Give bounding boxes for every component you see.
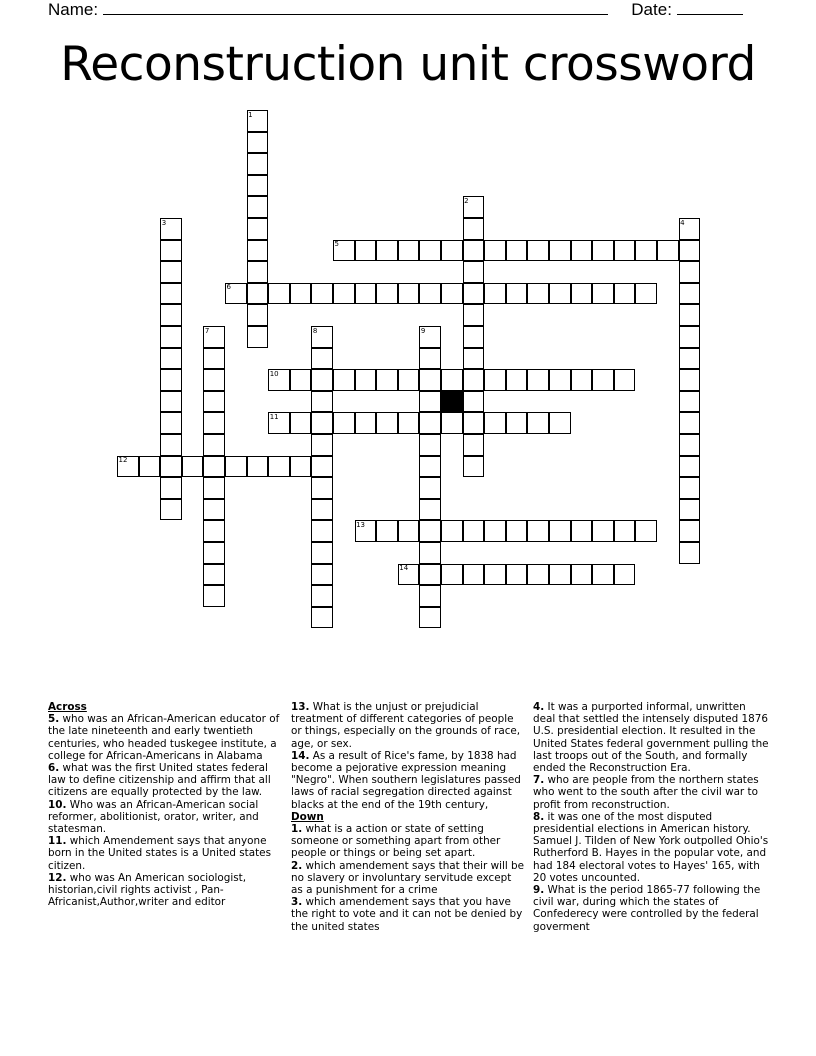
grid-cell[interactable] [614, 564, 636, 586]
grid-cell[interactable] [355, 369, 377, 391]
grid-cell[interactable] [311, 499, 333, 521]
grid-cell[interactable] [419, 391, 441, 413]
grid-cell[interactable] [247, 283, 269, 305]
grid-cell[interactable] [203, 585, 225, 607]
grid-cell[interactable] [398, 283, 420, 305]
grid-cell[interactable] [506, 564, 528, 586]
clue-number: 11 [269, 412, 279, 421]
grid-cell[interactable] [203, 499, 225, 521]
clue-down-8: 8. it was one of the most disputed presidential elections in American history. Samuel J. Tilden of New York outpolled Ohio's Rutherford B. Hayes in the popular vote, and had 184 electoral votes to Hayes' 165, with 20 votes uncounted. [533, 810, 769, 884]
grid-cell[interactable] [679, 283, 701, 305]
grid-cell[interactable] [679, 542, 701, 564]
grid-cell[interactable] [333, 283, 355, 305]
grid-cell[interactable] [463, 434, 485, 456]
grid-cell[interactable] [311, 391, 333, 413]
grid-cell[interactable] [139, 456, 161, 478]
grid-cell[interactable] [225, 456, 247, 478]
grid-cell[interactable] [160, 240, 182, 262]
grid-cell[interactable] [247, 261, 269, 283]
grid-cell[interactable] [463, 412, 485, 434]
clue-number: 6 [226, 283, 231, 292]
clue-across-10: 10. Who was an African-American social reformer, abolitionist, orator, writer, and statesman. [48, 798, 259, 836]
grid-cell[interactable] [679, 240, 701, 262]
grid-cell[interactable] [484, 240, 506, 262]
grid-cell[interactable] [463, 240, 485, 262]
grid-cell[interactable] [506, 240, 528, 262]
grid-cell[interactable] [203, 348, 225, 370]
grid-cell[interactable] [657, 240, 679, 262]
grid-cell[interactable] [527, 240, 549, 262]
grid-cell[interactable] [247, 132, 269, 154]
clue-down-2: 2. which amendement says that their will be no slavery or involuntary servitude except as a punishment for a crime [291, 859, 525, 897]
grid-cell[interactable] [527, 412, 549, 434]
grid-cell[interactable] [247, 196, 269, 218]
grid-cell[interactable] [419, 412, 441, 434]
grid-cell[interactable] [571, 240, 593, 262]
grid-cell[interactable] [311, 369, 333, 391]
grid-cell[interactable] [376, 520, 398, 542]
clue-number: 12 [118, 456, 128, 465]
grid-cell[interactable] [679, 348, 701, 370]
clues-column-1 [48, 701, 282, 908]
grid-cell[interactable] [679, 477, 701, 499]
clue-number: 7 [204, 326, 210, 335]
clue-number: 9 [420, 326, 426, 335]
grid-cell[interactable] [247, 326, 269, 348]
grid-cell[interactable] [182, 456, 204, 478]
grid-cell[interactable] [463, 348, 485, 370]
grid-cell[interactable] [160, 499, 182, 521]
grid-cell[interactable] [268, 456, 290, 478]
grid-cell[interactable] [376, 240, 398, 262]
grid-cell[interactable] [614, 369, 636, 391]
clue-number: 13 [356, 520, 366, 529]
grid-cell[interactable] [160, 434, 182, 456]
grid-cell[interactable] [355, 240, 377, 262]
grid-cell[interactable] [160, 283, 182, 305]
grid-cell[interactable] [311, 283, 333, 305]
grid-cell[interactable] [290, 369, 312, 391]
grid-cell[interactable] [463, 326, 485, 348]
grid-cell[interactable] [463, 564, 485, 586]
grid-cell[interactable] [203, 456, 225, 478]
grid-cell[interactable] [290, 283, 312, 305]
grid-cell[interactable] [419, 456, 441, 478]
grid-cell[interactable] [376, 412, 398, 434]
grid-cell[interactable] [247, 240, 269, 262]
clue-across-14: 14. As a result of Rice's fame, by 1838 had become a pejorative expression meaning "Negro". When southern legislatures passed laws of racial segregation directed against blacks at the end of the 19th century, [291, 749, 521, 811]
grid-cell[interactable] [247, 456, 269, 478]
clue-number: 14 [399, 564, 409, 573]
grid-cell[interactable] [419, 564, 441, 586]
grid-cell[interactable] [679, 456, 701, 478]
grid-cell[interactable] [160, 348, 182, 370]
clue-down-3: 3. which amendement says that you have the right to vote and it can not be denied by the united states [291, 896, 523, 933]
grid-cell[interactable] [506, 369, 528, 391]
grid-cell[interactable] [614, 240, 636, 262]
grid-cell[interactable] [484, 412, 506, 434]
grid-cell[interactable] [203, 412, 225, 434]
grid-cell[interactable] [311, 456, 333, 478]
grid-cell[interactable] [679, 434, 701, 456]
grid-cell[interactable] [441, 240, 463, 262]
grid-cell[interactable] [311, 520, 333, 542]
grid-cell[interactable] [419, 348, 441, 370]
clue-number: 10 [269, 369, 279, 378]
grid-cell[interactable] [441, 283, 463, 305]
grid-cell[interactable] [441, 564, 463, 586]
grid-cell[interactable] [160, 304, 182, 326]
grid-block [441, 391, 463, 413]
grid-cell[interactable] [160, 456, 182, 478]
grid-cell[interactable] [311, 564, 333, 586]
grid-cell[interactable] [441, 412, 463, 434]
grid-cell[interactable] [203, 391, 225, 413]
grid-cell[interactable] [419, 240, 441, 262]
grid-cell[interactable] [419, 607, 441, 629]
grid-cell[interactable] [527, 520, 549, 542]
grid-cell[interactable] [247, 304, 269, 326]
grid-cell[interactable] [290, 456, 312, 478]
grid-cell[interactable] [247, 175, 269, 197]
grid-cell[interactable] [635, 520, 657, 542]
clue-across-11: 11. which Amendement says that anyone born in the United states is a United states citizen. [48, 835, 271, 872]
grid-cell[interactable] [571, 283, 593, 305]
grid-cell[interactable] [592, 520, 614, 542]
grid-cell[interactable] [203, 564, 225, 586]
grid-cell[interactable] [333, 369, 355, 391]
grid-cell[interactable] [160, 412, 182, 434]
grid-cell[interactable] [247, 153, 269, 175]
grid-cell[interactable] [311, 542, 333, 564]
grid-cell[interactable] [635, 283, 657, 305]
grid-cell[interactable] [527, 283, 549, 305]
grid-cell[interactable] [311, 412, 333, 434]
grid-cell[interactable] [290, 412, 312, 434]
grid-cell[interactable] [463, 304, 485, 326]
grid-cell[interactable] [463, 218, 485, 240]
grid-cell[interactable] [311, 477, 333, 499]
grid-cell[interactable] [484, 283, 506, 305]
grid-cell[interactable] [398, 412, 420, 434]
grid-cell[interactable] [160, 477, 182, 499]
grid-cell[interactable] [679, 520, 701, 542]
grid-cell[interactable] [679, 326, 701, 348]
grid-cell[interactable] [463, 520, 485, 542]
clue-down-4: 4. It was a purported informal, unwritten deal that settled the intensely disputed 1876 U.S. presidential election. It resulted in the United States federal government pulling the last troops out of the South, and formally ended the Reconstruction Era. [533, 701, 769, 775]
grid-cell[interactable] [160, 391, 182, 413]
clue-across-13: 13. What is the unjust or prejudicial treatment of different categories of people or things, especially on the grounds of race, age, or sex. [291, 701, 521, 750]
clue-down-7: 7. who are people from the northern states who went to the south after the civil war to profit from reconstruction. [533, 774, 759, 811]
clue-number: 3 [161, 218, 167, 227]
grid-cell[interactable] [419, 585, 441, 607]
grid-cell[interactable] [463, 456, 485, 478]
grid-cell[interactable] [679, 412, 701, 434]
grid-cell[interactable] [311, 348, 333, 370]
grid-cell[interactable] [419, 520, 441, 542]
grid-cell[interactable] [441, 520, 463, 542]
grid-cell[interactable] [635, 240, 657, 262]
grid-cell[interactable] [311, 434, 333, 456]
grid-cell[interactable] [463, 283, 485, 305]
grid-cell[interactable] [463, 261, 485, 283]
grid-cell[interactable] [419, 477, 441, 499]
grid-cell[interactable] [592, 369, 614, 391]
grid-cell[interactable] [203, 520, 225, 542]
grid-cell[interactable] [679, 499, 701, 521]
clue-down-1: 1. what is a action or state of setting someone or something apart from other people or things or being set apart. [291, 823, 501, 860]
clue-number: 8 [312, 326, 318, 335]
grid-cell[interactable] [592, 283, 614, 305]
grid-cell[interactable] [247, 218, 269, 240]
grid-cell[interactable] [463, 369, 485, 391]
grid-cell[interactable] [160, 261, 182, 283]
grid-cell[interactable] [592, 240, 614, 262]
grid-cell[interactable] [571, 369, 593, 391]
grid-cell[interactable] [333, 412, 355, 434]
grid-cell[interactable] [160, 369, 182, 391]
grid-cell[interactable] [419, 369, 441, 391]
clue-number: 1 [248, 110, 253, 119]
grid-cell[interactable] [355, 412, 377, 434]
clue-across-5: 5. who was an African-American educator of the late nineteenth and early twentieth centuries, who headed tuskegee institute, a college for African-Americans in Alabama [48, 713, 280, 762]
grid-cell[interactable] [679, 261, 701, 283]
grid-cell[interactable] [571, 520, 593, 542]
grid-cell[interactable] [311, 585, 333, 607]
grid-cell[interactable] [203, 542, 225, 564]
grid-cell[interactable] [506, 412, 528, 434]
page-title: Reconstruction unit crossword [60, 37, 756, 92]
name-label: Name: [48, 0, 99, 19]
grid-cell[interactable] [203, 369, 225, 391]
grid-cell[interactable] [506, 283, 528, 305]
grid-cell[interactable] [268, 283, 290, 305]
grid-cell[interactable] [484, 564, 506, 586]
grid-cell[interactable] [614, 520, 636, 542]
grid-cell[interactable] [376, 369, 398, 391]
clues-column-3 [533, 701, 769, 933]
grid-cell[interactable] [355, 283, 377, 305]
grid-cell[interactable] [549, 520, 571, 542]
grid-cell[interactable] [398, 240, 420, 262]
grid-cell[interactable] [311, 607, 333, 629]
grid-cell[interactable] [463, 391, 485, 413]
grid-cell[interactable] [376, 283, 398, 305]
clue-across-6: 6. what was the first United states federal law to define citizenship and affirm that all citizens are equally protected by the law. [48, 762, 271, 799]
grid-cell[interactable] [398, 369, 420, 391]
grid-cell[interactable] [203, 477, 225, 499]
grid-cell[interactable] [549, 564, 571, 586]
grid-cell[interactable] [549, 412, 571, 434]
grid-cell[interactable] [549, 283, 571, 305]
clue-number: 4 [680, 218, 685, 227]
grid-cell[interactable] [592, 564, 614, 586]
grid-cell[interactable] [203, 434, 225, 456]
clue-down-9: 9. What is the period 1865-77 following the civil war, during which the states of Confederecy were controlled by the federal goverment [533, 884, 761, 933]
grid-cell[interactable] [549, 369, 571, 391]
grid-cell[interactable] [419, 499, 441, 521]
grid-cell[interactable] [419, 283, 441, 305]
grid-cell[interactable] [679, 391, 701, 413]
grid-cell[interactable] [441, 369, 463, 391]
grid-cell[interactable] [419, 434, 441, 456]
grid-cell[interactable] [506, 520, 528, 542]
grid-cell[interactable] [484, 369, 506, 391]
grid-cell[interactable] [398, 520, 420, 542]
across-heading: Across [48, 701, 87, 713]
grid-cell[interactable] [419, 542, 441, 564]
grid-cell[interactable] [571, 564, 593, 586]
grid-cell[interactable] [527, 369, 549, 391]
date-label: Date: [631, 0, 672, 19]
grid-cell[interactable] [527, 564, 549, 586]
down-heading: Down [291, 810, 324, 823]
grid-cell[interactable] [549, 240, 571, 262]
clue-across-12: 12. who was An American sociologist, historian,civil rights activist , Pan-Africanist,Author,writer and editor [48, 871, 247, 909]
grid-cell[interactable] [679, 304, 701, 326]
grid-cell[interactable] [679, 369, 701, 391]
grid-cell[interactable] [484, 520, 506, 542]
clue-number: 2 [464, 196, 469, 205]
grid-cell[interactable] [614, 283, 636, 305]
clue-number: 5 [334, 240, 339, 249]
clues-column-2 [291, 701, 525, 933]
grid-cell[interactable] [160, 326, 182, 348]
